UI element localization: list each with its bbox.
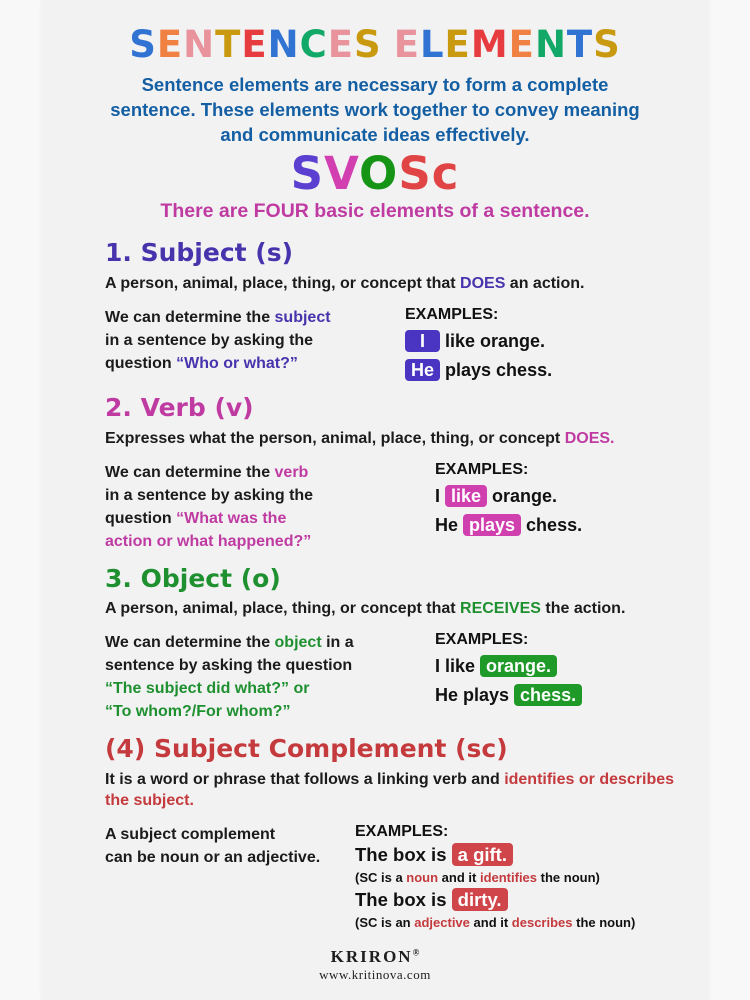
text-segment: an action. [505, 274, 585, 292]
footer [42, 947, 708, 983]
text-segment: (SC is an [355, 915, 415, 931]
text-segment: He [435, 514, 464, 535]
examples-column [435, 461, 582, 553]
keyword: verb [274, 463, 309, 481]
section-description [105, 273, 686, 294]
section-subject [105, 239, 686, 382]
section-row [105, 823, 686, 931]
keyword: subject [274, 308, 331, 326]
examples-label: EXAMPLES: [405, 305, 499, 323]
text-segment: A subject complement [105, 826, 276, 844]
examples-column [405, 306, 552, 382]
colored-letter: E [327, 23, 355, 66]
text-segment: question [105, 509, 177, 527]
colored-letter: S [290, 147, 324, 201]
text-segment: sentence by asking the question [105, 657, 353, 675]
brand-name: KRIRON [330, 947, 413, 967]
section-heading: 2. Verb (v) [105, 392, 254, 422]
colored-letter: L [419, 23, 445, 66]
colored-letter: E [444, 23, 471, 66]
text-segment: plays chess. [440, 359, 553, 380]
section-explanation [105, 306, 405, 382]
section-description [105, 598, 686, 619]
keyword: noun [406, 870, 439, 886]
text-segment: the noun) [572, 915, 636, 931]
keyword: “Who or what?” [176, 354, 298, 372]
section-row [105, 306, 686, 382]
keyword: action or what happened?” [105, 532, 312, 550]
example-sentence [435, 654, 582, 678]
sections-wrapper [42, 223, 708, 931]
registered-mark: ® [412, 947, 420, 958]
colored-letter: C [299, 23, 328, 66]
colored-letter: E [156, 23, 184, 66]
colored-letter: T [566, 23, 594, 66]
text-segment: The box is [355, 889, 452, 911]
keyword: describes [511, 915, 573, 931]
text-segment: We can determine the [105, 308, 275, 326]
section-explanation [105, 631, 435, 723]
example-highlight: I [405, 330, 440, 352]
example-highlight: dirty. [452, 888, 508, 911]
section-verb [105, 394, 686, 553]
keyword: adjective [414, 915, 470, 931]
section-row [105, 461, 686, 553]
keyword: “To whom?/For whom?” [105, 703, 291, 721]
colored-letter: S [129, 23, 157, 66]
example-sentence [435, 484, 582, 508]
text-segment: question [105, 354, 177, 372]
colored-letter: V [324, 147, 360, 201]
example-highlight: like [445, 485, 487, 507]
acronym-svosc [42, 147, 708, 201]
intro-line: and communicate ideas effectively. [220, 124, 530, 146]
poster [42, 0, 708, 1000]
keyword: “What was the [176, 509, 287, 527]
example-highlight: He [405, 359, 440, 381]
text-segment: He plays [435, 685, 515, 706]
section-explanation [105, 823, 355, 931]
example-sentence [355, 843, 635, 867]
colored-letter: T [215, 23, 242, 66]
text-segment: and it [438, 870, 480, 886]
examples-label: EXAMPLES: [435, 460, 529, 478]
text-segment: in a sentence by asking the [105, 486, 314, 504]
examples-column [355, 823, 635, 931]
examples-label: EXAMPLES: [435, 631, 529, 649]
section-row [105, 631, 686, 723]
example-note [355, 869, 635, 886]
keyword: identifies [479, 870, 538, 886]
colored-letter: S [593, 23, 621, 66]
example-sentence [405, 358, 552, 382]
text-segment: in a sentence by asking the [105, 331, 314, 349]
example-highlight: a gift. [452, 843, 513, 866]
text-segment: The box is [355, 844, 452, 866]
section-heading: 3. Object (o) [105, 563, 281, 593]
colored-letter: S [354, 23, 382, 66]
colored-letter: c [431, 147, 460, 201]
keyword: DOES [460, 274, 506, 292]
keyword: object [274, 634, 322, 652]
colored-letter: N [183, 23, 216, 66]
example-note [355, 914, 635, 931]
section-heading: (4) Subject Complement (sc) [105, 734, 508, 764]
text-segment: I like [435, 656, 481, 677]
section-description [105, 769, 686, 811]
keyword: RECEIVES [460, 600, 541, 618]
colored-letter: S [398, 147, 432, 201]
text-segment: orange. [487, 485, 558, 506]
brand-logo [42, 947, 708, 967]
text-segment: the action. [540, 600, 626, 618]
section-object [105, 565, 686, 724]
keyword: “The subject did what?” or [105, 680, 310, 698]
examples-label: EXAMPLES: [355, 823, 449, 841]
text-segment: chess. [521, 514, 583, 535]
intro-line: sentence. These elements work together to convey meaning [110, 99, 640, 121]
text-segment: and it [469, 915, 512, 931]
colored-letter: E [393, 23, 420, 66]
website-url: www.kritinova.com [319, 967, 431, 983]
text-segment: We can determine the [105, 463, 275, 481]
tagline: There are FOUR basic elements of a sentence. [160, 200, 590, 223]
examples-column [435, 631, 582, 723]
colored-letter: N [267, 23, 300, 66]
example-sentence [435, 683, 582, 707]
example-highlight: plays [463, 514, 521, 536]
example-sentence [355, 888, 635, 912]
text-segment: like orange. [440, 330, 546, 351]
text-segment: in a [321, 634, 354, 652]
example-highlight: chess. [514, 684, 582, 706]
intro-text [42, 72, 708, 147]
colored-letter: E [508, 23, 535, 66]
text-segment: the noun) [537, 870, 600, 886]
keyword: identifies or describes the subject. [105, 771, 675, 810]
example-sentence [435, 513, 582, 537]
text-segment: I [435, 485, 446, 506]
section-explanation [105, 461, 435, 553]
poster-title [42, 24, 708, 65]
section-subject-complement [105, 735, 686, 931]
text-segment: (SC is a [355, 870, 407, 886]
colored-letter: N [534, 23, 567, 66]
example-sentence [405, 329, 552, 353]
text-segment: A person, animal, place, thing, or concept that [105, 274, 461, 292]
keyword: DOES. [564, 429, 615, 447]
text-segment: It is a word or phrase that follows a linking verb and [105, 771, 505, 789]
example-highlight: orange. [480, 655, 557, 677]
text-segment: can be noun or an adjective. [105, 849, 321, 867]
text-segment: Expresses what the person, animal, place, thing, or concept [105, 429, 565, 447]
intro-line: Sentence elements are necessary to form a complete [141, 74, 609, 96]
text-segment: A person, animal, place, thing, or concept that [105, 600, 461, 618]
colored-letter: E [241, 23, 268, 66]
section-heading: 1. Subject (s) [105, 238, 294, 268]
colored-letter: M [470, 23, 509, 66]
colored-letter: O [359, 147, 399, 201]
text-segment: We can determine the [105, 634, 275, 652]
section-description [105, 428, 686, 449]
